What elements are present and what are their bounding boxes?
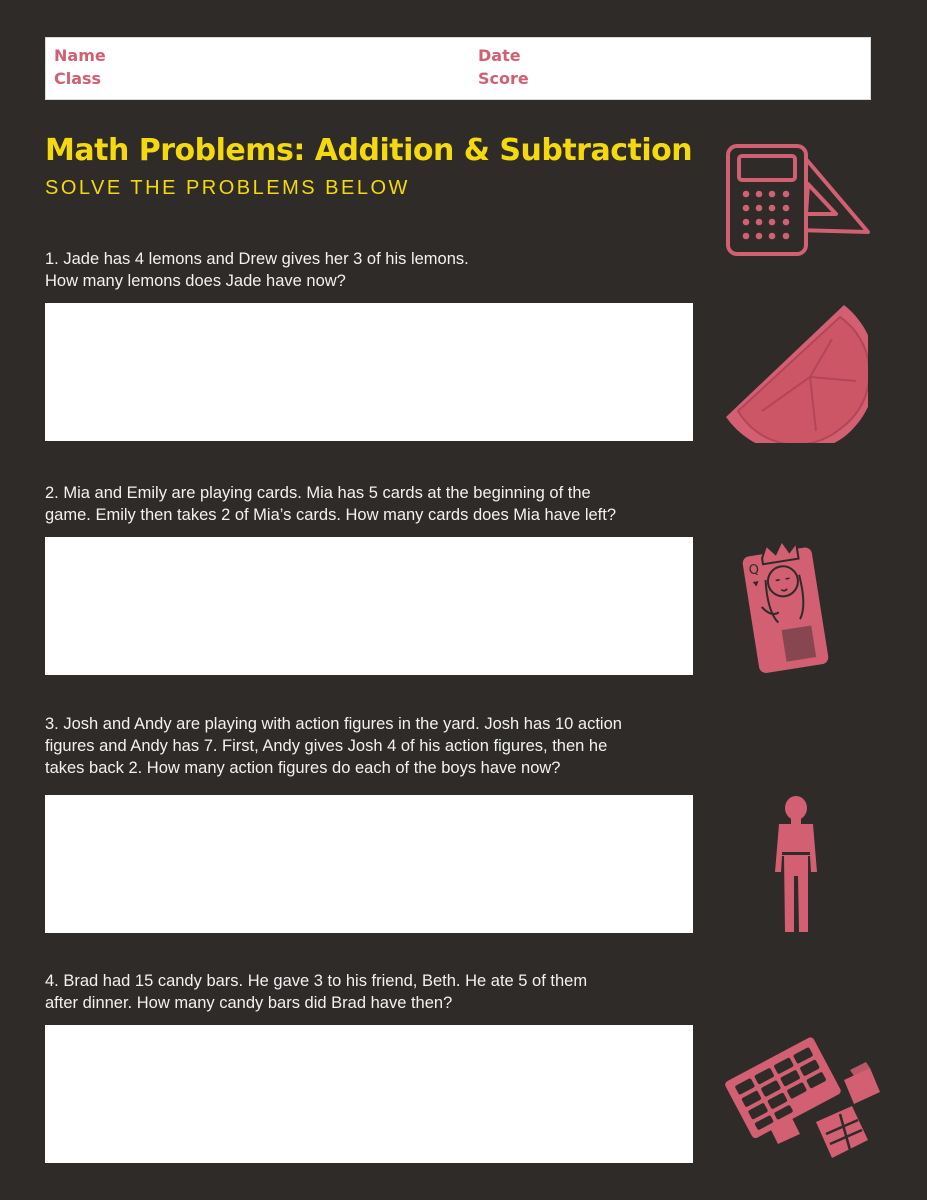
question-3-line-1: 3. Josh and Andy are playing with action figures in the yard. Josh has 10 action — [45, 715, 622, 733]
chocolate-bar-icon — [722, 1022, 884, 1162]
answer-box-1[interactable] — [45, 303, 693, 441]
question-2-line-2: game. Emily then takes 2 of Mia’s cards. How many cards does Mia have left? — [45, 506, 617, 524]
score-label: Score — [478, 69, 529, 88]
class-label: Class — [54, 69, 102, 88]
student-info-box — [45, 37, 871, 100]
answer-box-4[interactable] — [45, 1025, 693, 1163]
question-1-line-2: How many lemons does Jade have now? — [45, 272, 346, 290]
name-label: Name — [54, 46, 106, 65]
question-1-line-1: 1. Jade has 4 lemons and Drew gives her 3 of his lemons. — [45, 250, 469, 268]
page-title: Math Problems: Addition & Subtraction — [45, 133, 693, 168]
question-3-line-3: takes back 2. How many action figures do each of the boys have now? — [45, 759, 561, 777]
question-2 — [45, 482, 715, 526]
answer-box-2[interactable] — [45, 537, 693, 675]
queen-card-icon — [740, 537, 834, 677]
calculator-ruler-icon — [722, 140, 874, 258]
action-figure-icon — [770, 794, 824, 934]
question-3-line-2: figures and Andy has 7. First, Andy gives Josh 4 of his action figures, then he — [45, 737, 608, 755]
question-4-line-1: 4. Brad had 15 candy bars. He gave 3 to his friend, Beth. He ate 5 of them — [45, 972, 588, 990]
question-3 — [45, 713, 715, 779]
question-1 — [45, 248, 715, 292]
lemon-slice-icon — [722, 303, 868, 443]
date-label: Date — [478, 46, 521, 65]
question-4-line-2: after dinner. How many candy bars did Brad have then? — [45, 994, 453, 1012]
question-2-line-1: 2. Mia and Emily are playing cards. Mia has 5 cards at the beginning of the — [45, 484, 591, 502]
question-4 — [45, 970, 715, 1014]
answer-box-3[interactable] — [45, 795, 693, 933]
page-subtitle: SOLVE THE PROBLEMS BELOW — [45, 177, 410, 199]
svg-text:Q: Q — [747, 562, 761, 579]
